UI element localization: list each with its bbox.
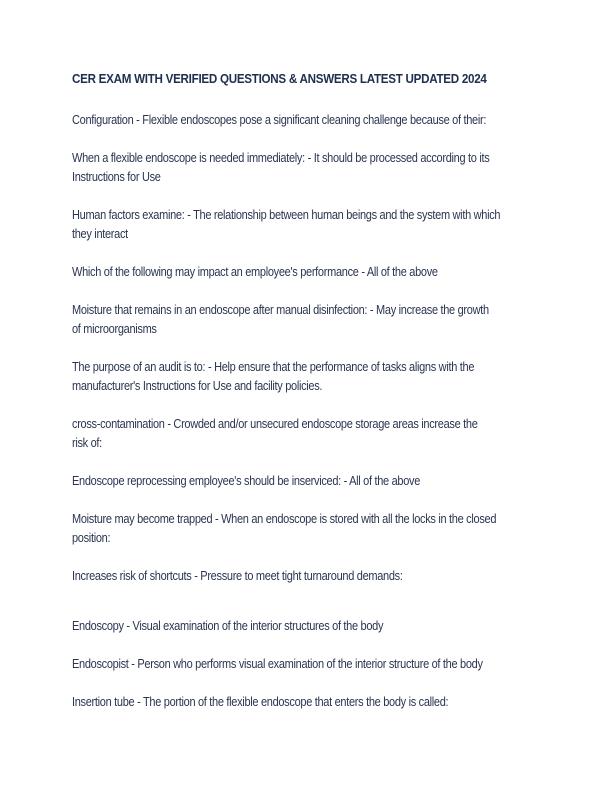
document-title: CER EXAM WITH VERIFIED QUESTIONS & ANSWERS LATEST UPDATED 2024 (72, 72, 487, 86)
qa-entry-line: When a flexible endoscope is needed immediately: - It should be processed according to its (72, 151, 490, 165)
qa-entry (72, 655, 548, 674)
qa-entry (72, 510, 548, 548)
qa-entry (72, 263, 548, 282)
qa-entry-line: The purpose of an audit is to: - Help ensure that the performance of tasks aligns with the (72, 360, 475, 374)
qa-entry (72, 567, 548, 586)
qa-entry-line: Moisture may become trapped - When an endoscope is stored with all the locks in the closed (72, 512, 497, 526)
qa-entry-line: Endoscope reprocessing employee's should be inserviced: - All of the above (72, 474, 421, 488)
qa-entry-line: they interact (72, 227, 128, 241)
qa-entry-line: cross-contamination - Crowded and/or unsecured endoscope storage areas increase the (72, 417, 478, 431)
qa-entry-line: Which of the following may impact an employee's performance - All of the above (72, 265, 438, 279)
qa-entry-line: of microorganisms (72, 322, 157, 336)
qa-entry-line: Human factors examine: - The relationship between human beings and the system with which (72, 208, 501, 222)
qa-entry-line: position: (72, 531, 111, 545)
qa-entry (72, 415, 548, 453)
qa-entry (72, 617, 548, 636)
qa-entry-line: Configuration - Flexible endoscopes pose a significant cleaning challenge because of their: (72, 113, 487, 127)
qa-entry-line: Increases risk of shortcuts - Pressure to meet tight turnaround demands: (72, 569, 403, 583)
qa-entry (72, 111, 548, 130)
qa-entry (72, 149, 548, 187)
qa-entry (72, 693, 548, 712)
qa-entry-line: risk of: (72, 436, 102, 450)
qa-entry-line: Instructions for Use (72, 170, 161, 184)
qa-entry-line: Endoscopist - Person who performs visual examination of the interior structure of the body (72, 657, 483, 671)
qa-entry-line: manufacturer's Instructions for Use and facility policies. (72, 379, 323, 393)
qa-entry-line: Endoscopy - Visual examination of the interior structures of the body (72, 619, 384, 633)
qa-entry (72, 472, 548, 491)
qa-entry (72, 358, 548, 396)
qa-entry (72, 206, 548, 244)
qa-entry-line: Insertion tube - The portion of the flexible endoscope that enters the body is called: (72, 695, 449, 709)
qa-entry-line: Moisture that remains in an endoscope after manual disinfection: - May increase the growth (72, 303, 489, 317)
qa-entry (72, 301, 548, 339)
